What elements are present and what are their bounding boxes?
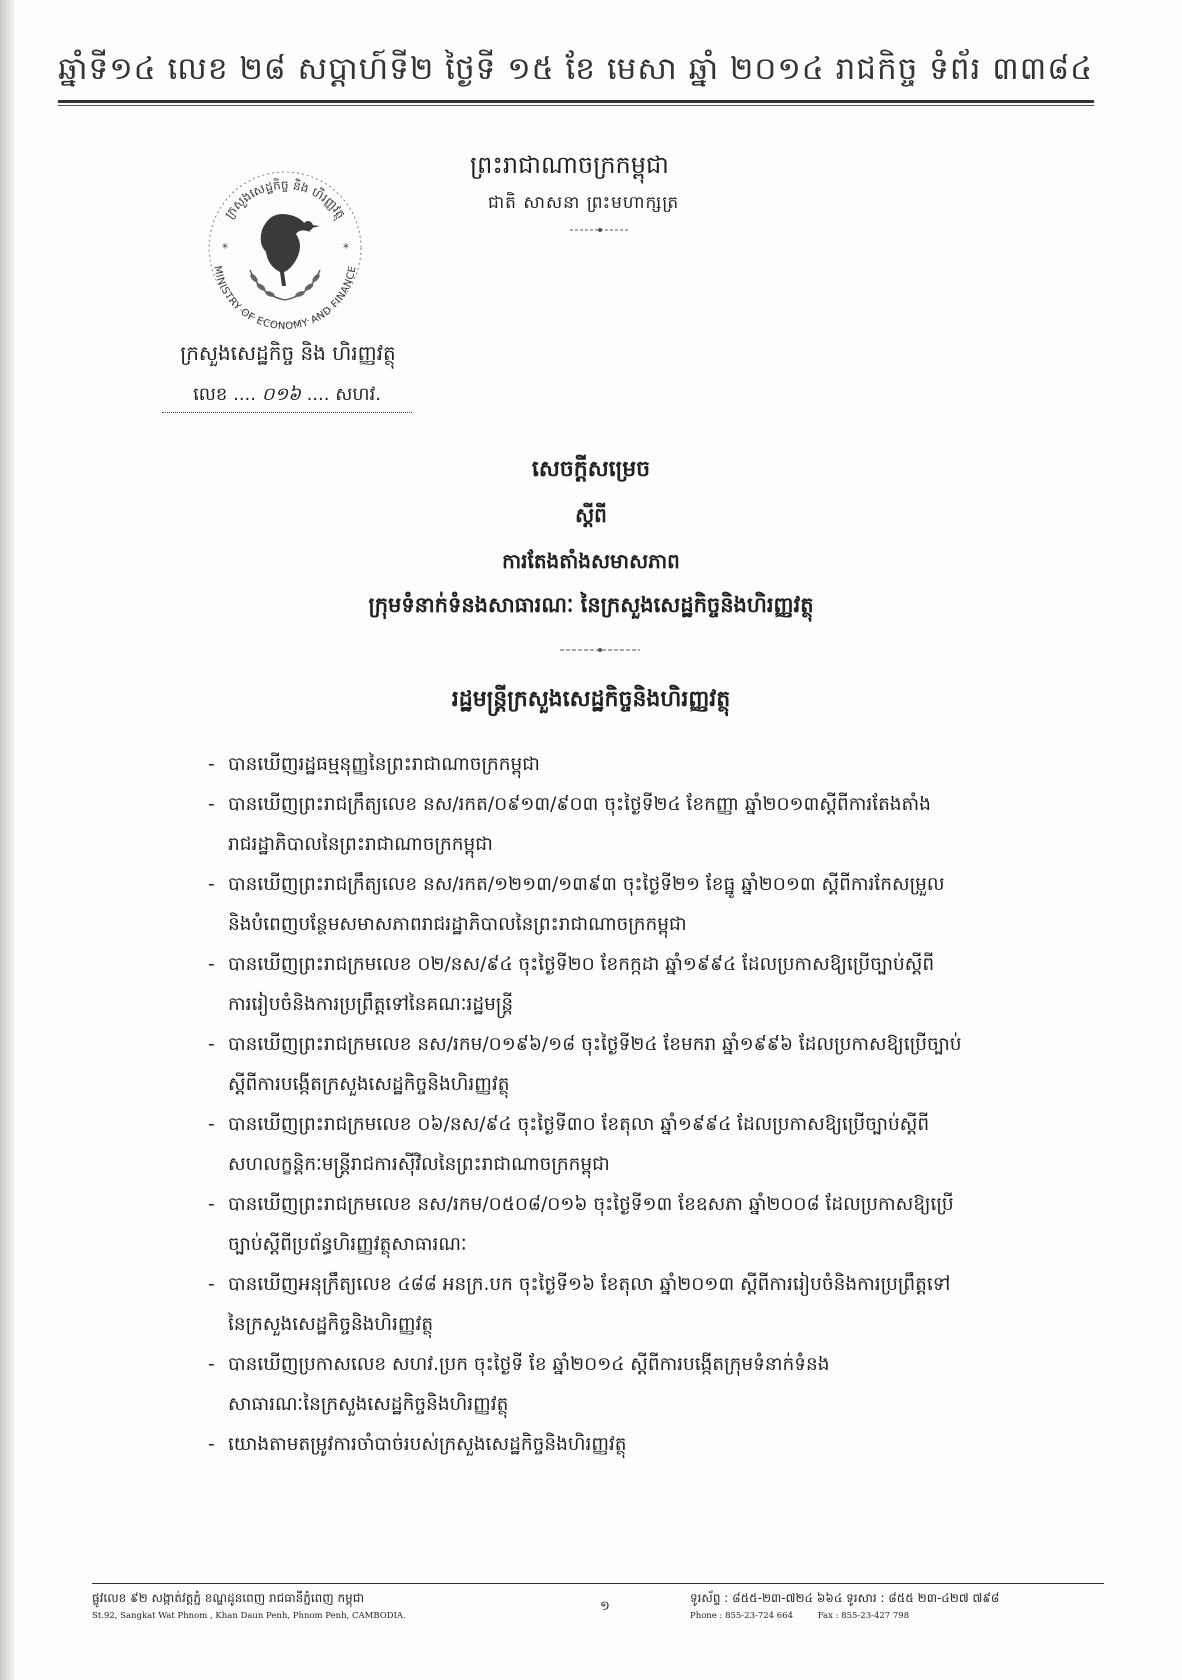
preamble-clauses <box>208 745 1058 1465</box>
reference-suffix: សហវ. <box>335 384 381 405</box>
clause-line: និងបំពេញបន្ថែមសមាសភាពរាជរដ្ឋាភិបាលនៃព្រះរាជាណាចក្រកម្ពុជា <box>228 914 687 935</box>
clause-text <box>228 785 1058 865</box>
clause-line: នៃក្រសួងសេដ្ឋកិច្ចនិងហិរញ្ញវត្ថុ <box>228 1314 434 1335</box>
decision-subject-line-2: ក្រុមទំនាក់ទំនងសាធារណៈ នៃក្រសួងសេដ្ឋកិច្ចនិងហិរញ្ញវត្ថុ <box>368 593 814 617</box>
clause-bullet: - <box>208 1114 215 1135</box>
svg-text:MINISTRY OF ECONOMY AND FINANC: MINISTRY OF ECONOMY AND FINANCE <box>211 264 359 330</box>
motto-ornament <box>570 226 630 234</box>
clause-text <box>228 1105 1058 1185</box>
clause-bullet: - <box>208 954 215 975</box>
clause-line: បានឃើញព្រះរាជក្រមលេខ ០២/នស/៩៤ ចុះថ្ងៃទី២០ ខែកក្កដា ឆ្នាំ១៩៩៤ ដែលប្រកាសឱ្យប្រើច្បាប់ស្តីពី <box>228 954 935 975</box>
clause-line: សហលក្ខន្តិកៈមន្ត្រីរាជការស៊ីវិលនៃព្រះរាជាណាចក្រកម្ពុជា <box>228 1154 610 1175</box>
issuing-authority: រដ្ឋមន្ត្រីក្រសួងសេដ្ឋកិច្ចនិងហិរញ្ញវត្ថុ <box>451 687 731 712</box>
footer-rule <box>92 1583 1104 1584</box>
kingdom-title: ព្រះរាជាណាចក្រកម្ពុជា <box>470 151 669 179</box>
clause-line: បានឃើញប្រកាសលេខ សហវ.ប្រក ចុះថ្ងៃទី ខែ ឆ្នាំ២០១៤ ស្តីពីការបង្កើតក្រុមទំនាក់ទំនង <box>228 1354 830 1375</box>
clause-line: បានឃើញព្រះរាជក្រមលេខ នស/រកម/០១៩៦/១៨ ចុះថ្ងៃទី២៤ ខែមករា ឆ្នាំ១៩៩៦ ដែលប្រកាសឱ្យប្រើច្បាប់ <box>228 1034 962 1055</box>
clause-line: បានឃើញព្រះរាជក្រមលេខ នស/រកម/០៥០៨/០១៦ ចុះថ្ងៃទី១៣ ខែឧសភា ឆ្នាំ២០០៨ ដែលប្រកាសឱ្យប្រើ <box>228 1194 954 1215</box>
preamble-clause <box>208 745 1058 785</box>
clause-text <box>228 945 1058 1025</box>
footer-contact <box>690 1590 1090 1621</box>
svg-text:*: * <box>222 241 228 255</box>
decision-subject: ការតែងតាំងសមាសភាព <box>502 549 680 573</box>
clause-line: ច្បាប់ស្តីពីប្រព័ន្ធហិរញ្ញវត្ថុសាធារណៈ <box>228 1234 467 1255</box>
clause-text <box>228 865 1058 945</box>
clause-line: សាធារណៈនៃក្រសួងសេដ្ឋកិច្ចនិងហិរញ្ញវត្ថុ <box>228 1394 509 1415</box>
reference-prefix: លេខ <box>193 384 228 405</box>
clause-line: បានឃើញរដ្ឋធម្មនុញ្ញនៃព្រះរាជាណាចក្រកម្ពុជា <box>228 754 540 775</box>
clause-line: ស្តីពីការបង្កើតក្រសួងសេដ្ឋកិច្ចនិងហិរញ្ញវត្ថុ <box>228 1074 510 1095</box>
clause-text <box>228 1185 1058 1265</box>
footer-address-en: St.92, Sangkat Wat Phnom , Khan Daun Penh, Phnom Penh, CAMBODIA. <box>92 1611 406 1621</box>
preamble-clause <box>208 1425 1058 1465</box>
clause-bullet: - <box>208 1194 215 1215</box>
clause-text <box>228 1025 1058 1105</box>
ministry-seal-icon <box>200 160 370 330</box>
footer-contact-kh: ទូរស័ព្ទ : ៨៥៥-២៣-៧២៤ ៦៦៤ ទូរសារ : ៨៥៥ ២៣-៤២៧ ៧៩៨ <box>690 1591 1000 1605</box>
gazette-header: ឆ្នាំទី១៤ លេខ ២៨ សប្តាហ៍ទី២ ថ្ងៃទី ១៥ ខែ មេសា ឆ្នាំ ២០១៤ រាជកិច្ច ទំព័រ ៣៣៨៤ <box>58 51 1094 87</box>
national-motto: ជាតិ សាសនា ព្រះមហាក្សត្រ <box>488 193 680 213</box>
clause-line: ការរៀបចំនិងការប្រព្រឹត្តទៅនៃគណៈរដ្ឋមន្ត្រី <box>228 994 514 1015</box>
scan-edge-shadow <box>0 0 14 1680</box>
preamble-clause <box>208 945 1058 1025</box>
preamble-clause <box>208 1105 1058 1185</box>
title-ornament <box>560 646 640 654</box>
reference-handwritten-number: ០១៦ <box>261 384 301 405</box>
preamble-clause <box>208 1185 1058 1265</box>
clause-bullet: - <box>208 1034 215 1055</box>
clause-line: បានឃើញព្រះរាជក្រឹត្យលេខ នស/រកត/១២១៣/១៣៩៣ ចុះថ្ងៃទី២១ ខែធ្នូ ឆ្នាំ២០១៣ ស្តីពីការកែសម្រួល <box>228 874 945 895</box>
preamble-clause <box>208 1265 1058 1345</box>
clause-text <box>228 1345 1058 1425</box>
clause-bullet: - <box>208 754 215 775</box>
clause-bullet: - <box>208 1434 215 1455</box>
decision-title: សេចក្តីសម្រេច <box>531 457 651 482</box>
reference-number: លេខ .... ០១៦ .... សហវ. <box>162 382 412 413</box>
footer-fax: Fax : 855-23-427 798 <box>817 1611 910 1621</box>
clause-text <box>228 745 1058 785</box>
preamble-clause <box>208 785 1058 865</box>
footer-address <box>92 1590 512 1621</box>
preamble-clause <box>208 1025 1058 1105</box>
clause-bullet: - <box>208 874 215 895</box>
footer-address-kh: ផ្លូវលេខ ៩២ សង្កាត់វត្តភ្នំ ខណ្ឌដូនពេញ រាជធានីភ្នំពេញ កម្ពុជា <box>92 1591 365 1605</box>
svg-text:ក្រសួងសេដ្ឋកិច្ច និង ហិរញ្ញវត្: ក្រសួងសេដ្ឋកិច្ច និង ហិរញ្ញវត្ថុ <box>221 177 349 222</box>
clause-line: បានឃើញព្រះរាជក្រឹត្យលេខ នស/រកត/០៩១៣/៩០៣ ចុះថ្ងៃទី២៤ ខែកញ្ញា ឆ្នាំ២០១៣ស្តីពីការតែងតាំង <box>228 794 931 815</box>
clause-bullet: - <box>208 1274 215 1295</box>
decision-about: ស្តីពី <box>575 503 607 527</box>
ministry-name: ក្រសួងសេដ្ឋកិច្ច និង ហិរញ្ញវត្ថុ <box>180 341 396 365</box>
page-number: ១ <box>600 1599 610 1614</box>
header-rule <box>58 100 1094 106</box>
clause-line: បានឃើញព្រះរាជក្រមលេខ ០៦/នស/៩៤ ចុះថ្ងៃទី៣០ ខែតុលា ឆ្នាំ១៩៩៤ ដែលប្រកាសឱ្យប្រើច្បាប់ស្តីពី <box>228 1114 930 1135</box>
preamble-clause <box>208 865 1058 945</box>
clause-line: យោងតាមតម្រូវការចាំបាច់របស់ក្រសួងសេដ្ឋកិច្ចនិងហិរញ្ញវត្ថុ <box>228 1434 627 1455</box>
clause-bullet: - <box>208 794 215 815</box>
clause-text <box>228 1265 1058 1345</box>
svg-text:*: * <box>343 241 349 255</box>
clause-bullet: - <box>208 1354 215 1375</box>
clause-line: រាជរដ្ឋាភិបាលនៃព្រះរាជាណាចក្រកម្ពុជា <box>228 834 493 855</box>
clause-text <box>228 1425 1058 1465</box>
footer-phone: Phone : 855-23-724 664 <box>690 1611 794 1621</box>
clause-line: បានឃើញអនុក្រឹត្យលេខ ៤៨៨ អនក្រ.បក ចុះថ្ងៃទី១៦ ខែតុលា ឆ្នាំ២០១៣ ស្តីពីការរៀបចំនិងការប្រព្រឹត្តទៅ <box>228 1274 951 1295</box>
preamble-clause <box>208 1345 1058 1425</box>
